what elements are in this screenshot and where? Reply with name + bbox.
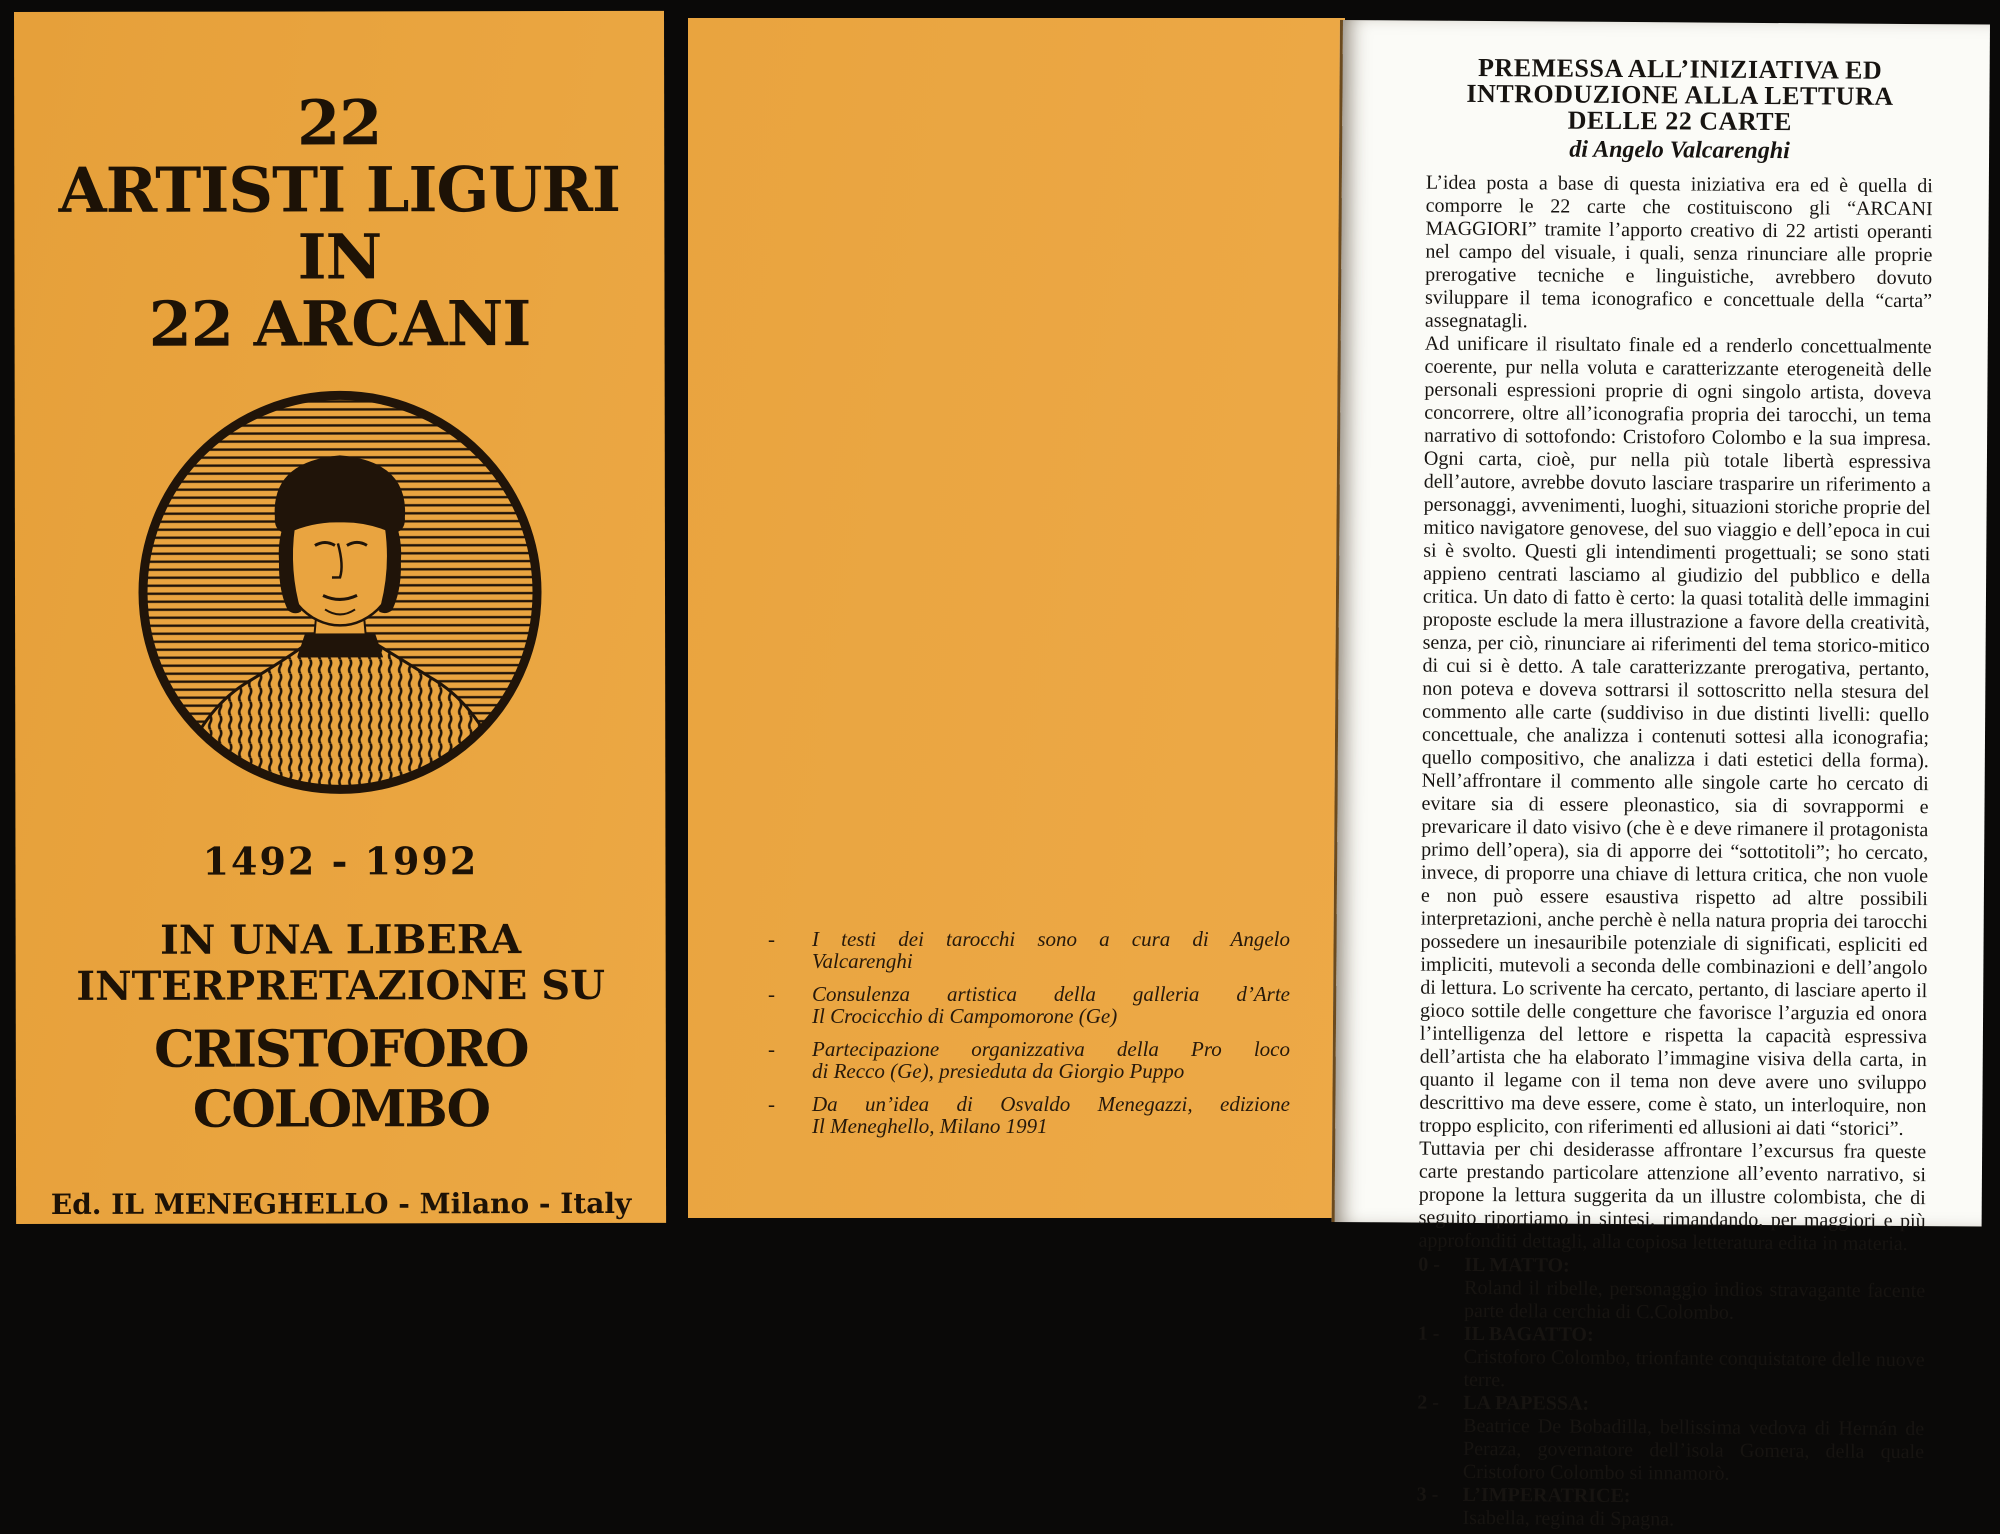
card-name: LA PAPESSA: [1463,1391,1590,1415]
credit-dash: - [768,982,775,1006]
cover-publisher: Ed. IL MENEGHELLO - Milano - Italy [50,1186,632,1221]
cover-subtitle-line-2: INTERPRETAZIONE SU [76,961,606,1010]
card-name: IL MATTO: [1464,1253,1570,1277]
tarot-card-entry [1418,1254,1925,1327]
intro-title-line-2: INTRODUZIONE ALLA LETTURA [1466,78,1894,111]
card-number: 2 - [1417,1391,1440,1414]
cover-title [14,86,664,361]
card-number: 0 - [1418,1253,1441,1276]
credit-line: Partecipazione organizzativa della Pro loco [812,1037,1290,1061]
card-description: Roland il ribelle, personaggio indios stravagante facente parte della cerchia di C.Colombo. [1463,1276,1926,1324]
credit-line: I testi dei tarocchi sono a cura di Angelo [812,927,1290,951]
credit-line: di Recco (Ge), presieduta da Giorgio Puppo [812,1059,1185,1083]
credit-item [768,983,1290,1027]
tarot-card-entry [1417,1392,1925,1488]
card-description: Cristoforo Colombo, trionfante conquistatore delle nuove terre. [1463,1345,1925,1392]
card-number: 3 - [1416,1483,1439,1506]
credit-item [768,1093,1290,1137]
card-name: L’IMPERATRICE: [1462,1483,1631,1508]
card-number: 1 - [1417,1322,1440,1345]
card-description: Beatrice De Bobadilla, bellissima vedova di Hernán de Peraza, governatore dell’isola Gomera, della quale Cristoforo Colombo si innamorò. [1462,1414,1925,1485]
cover-title-line-3: IN [297,220,382,294]
credit-dash: - [768,927,775,951]
cover-subtitle-line-1: IN UNA LIBERA [160,916,522,964]
tarot-card-entry [1417,1323,1924,1396]
card-description: Isabella, regina di Spagna. [1462,1506,1675,1531]
credit-dash: - [768,1037,775,1061]
credit-line: Valcarenghi [812,949,913,973]
cover-subtitle [16,917,666,1010]
credits-list [768,928,1290,1148]
credit-item [768,928,1290,972]
credit-line: Il Crocicchio di Campomorone (Ge) [812,1004,1118,1028]
cover-subject: CRISTOFORO COLOMBO [154,1019,528,1140]
intro-title-line-3: DELLE 22 CARTE [1567,105,1793,137]
cover-years: 1492 - 1992 [202,838,479,884]
credit-line: Consulenza artistica della galleria d’Arte [812,982,1290,1006]
tarot-card-list [1416,1254,1925,1534]
credits-page [688,18,1345,1218]
intro-title-line-1: PREMESSA ALL’INIZIATIVA ED [1478,52,1883,85]
intro-paragraph: L’idea posta a base di questa iniziativa era ed è quella di comporre le 22 carte che costituiscono gli “ARCANI MAGGIORI” tramite l’apporto creativo di 22 artisti operanti nel campo del visuale, i quali, senza rinunciare alle proprie prerogative tecniche e linguistiche, avrebbero dovuto sviluppare il tema iconografico e concettuale della “carta” assegnatagli. [1424,171,1933,333]
intro-byline: di Angelo Valcarenghi [1569,136,1790,165]
introduction-page [1332,20,1990,1531]
credit-item [768,1038,1290,1082]
tarot-card-entry [1416,1484,1923,1534]
colombo-portrait-engraving [125,365,556,828]
credit-line: Il Meneghello, Milano 1991 [812,1114,1048,1138]
cover-title-line-2: ARTISTI LIGURI [58,152,621,227]
front-cover-page [14,11,666,1224]
intro-paragraph: Ad unificare il risultato finale ed a renderlo concettualmente coerente, pur nella voluta e caratterizzante eterogeneità delle personali espressioni proprie di ogni singolo artista, doveva concorrere, oltre all’iconografia propria dei tarocchi, un tema narrativo di sottofondo: Cristoforo Colombo e la sua impresa. Ogni carta, cioè, pur nella più totale libertà espressiva dell’autore, avrebbe dovuto lasciare trasparire un riferimento a personaggi, avvenimenti, luoghi, situazioni storiche proprie del mitico navigatore genovese, del suo viaggio e dell’epoca in cui si è svolto. Questi gli intendimenti progettuali; se sono stati appieno centrati lasciamo al giudizio del pubblico e della critica. Un dato di fatto è certo: la quasi totalità delle immagini proposte esclude la mera illustrazione a favore della creatività, senza, per ciò, rinunciare ai riferimenti del tema storico-mitico di cui si è detto. A tale caratterizzante prerogativa, pertanto, non poteva e doveva sottrarsi il sottoscritto nella stesura del commento alle carte (suddiviso in due distinti livelli: quello concettuale, che analizza i contenuti sottesi alla iconografia; quello compositivo, che analizza i dati estetici della forma). Nell’affrontare il commento alle singole carte ho cercato di evitare sia di essere pleonastico, sia di sovrappormi e prevaricare il dato visivo (che è e deve rimanere il protagonista primo dell’opera), sia di apporre dei “sottotitoli”; ho cercato, invece, di proporre una chiave di lettura critica, che non vuole e non può essere esaustiva rispetto ad altre possibili interpretazioni, anche perchè è nella natura propria dei tarocchi possedere un inesauribile potenziale di significati, espliciti ed impliciti, mutevoli a seconda delle combinazioni e dell’angolo di lettura. Lo scrivente ha cercato, pertanto, di lasciare aperto il gioco sottile delle congetture che favorisce l’arguzia ed onora l’intelligenza del lettore e rispetta la capacità espressiva dell’artista che ha elaborato l’immagine visiva della carta, in quanto il legame con il tema non deve avere uno sviluppo descrittivo ma deve essere, come è stato, un interloquire, non troppo esplicito, con riferimenti ed allusioni ai dati “storici”. [1419,332,1932,1140]
card-name: IL BAGATTO: [1463,1322,1594,1346]
cover-title-line-1: 22 [296,86,382,160]
credit-dash: - [768,1092,775,1116]
cover-title-line-4: 22 ARCANI [148,287,531,361]
intro-title [1426,52,1934,137]
portrait-frame [15,365,666,833]
credit-line: Da un’idea di Osvaldo Menegazzi, edizione [812,1092,1290,1116]
intro-body [1418,172,1933,1257]
intro-paragraph: Tuttavia per chi desiderasse affrontare l’excursus fra queste carte prestando particolare attenzione all’evento narrativo, si propone la lettura suggerita da un illustre colombista, che di seguito riportiamo in sintesi, rimandando, per maggiori e più approfonditi dettagli, alla copiosa letteratura edita in materia. [1418,1137,1927,1255]
